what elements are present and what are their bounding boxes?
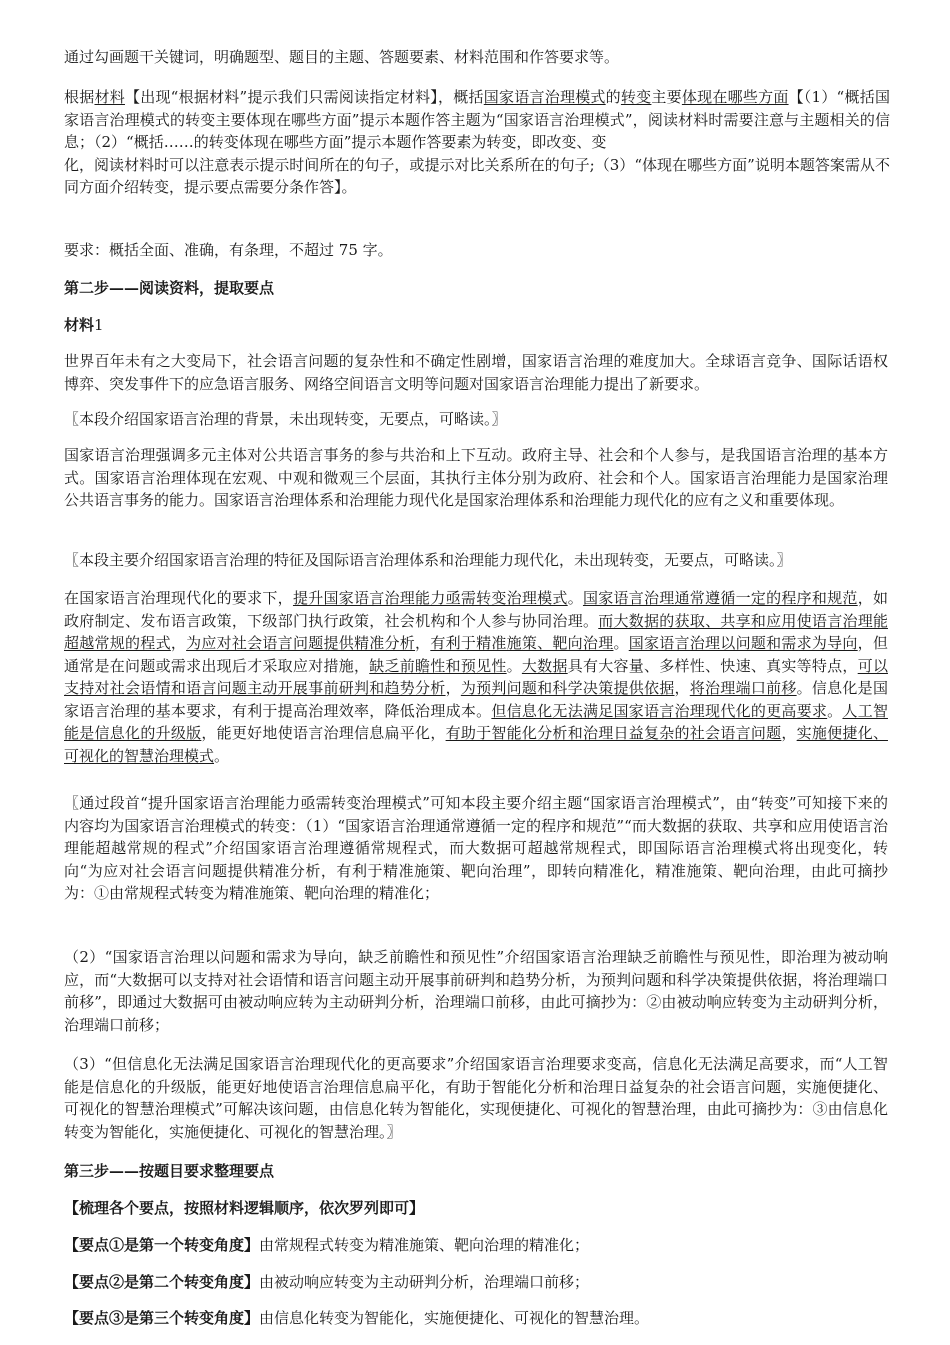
underlined-keyphrase: 提升国家语言治理能力亟需转变治理模式 — [292, 589, 568, 607]
step3-heading-text: 第三步——按题目要求整理要点 — [64, 1162, 275, 1180]
underlined-keyphrase: 为应对社会语言问题提供精准分析 — [186, 634, 416, 652]
question-analysis-paragraph — [64, 86, 890, 199]
paragraph-text: ， — [170, 634, 187, 652]
analysis-text: 【（1）“概括国家语言治理模式的转变主要体现在哪些方面”提示本题作答主题为“国家语言治理模式”，阅读材料时需要注意与主题相关的信息；（2）“概括……的转变体现在哪些方面”提示本题作答要素为转变，即改变、变 — [64, 88, 890, 151]
step3-instruction — [64, 1197, 424, 1220]
step2-heading-text: 第二步——阅读资料，提取要点 — [64, 279, 275, 297]
material-paragraph-3 — [64, 587, 888, 767]
keyword-theme: 国家语言治理模式 — [483, 88, 606, 106]
step3-heading — [64, 1160, 274, 1183]
paragraph-text: ，如政府制定、发布语言政策，下级部门执行政策，社会机构和个人参与协同治理。 — [64, 589, 888, 630]
paragraph-text: 具有大容量、多样性、快速、真实等特点， — [567, 656, 858, 675]
underlined-keyphrase: 将治理端口前移 — [689, 679, 797, 697]
paragraph-text: 。 — [827, 701, 843, 720]
step2-heading — [64, 277, 274, 300]
material-number: 1 — [94, 316, 104, 334]
material-label — [64, 314, 104, 337]
annotation-1 — [64, 408, 888, 431]
key-point-label: 【要点②是第二个转变角度】 — [64, 1273, 260, 1291]
underlined-keyphrase: 可以支持对社会语情和语言问题主动开展事前研判和趋势分析 — [64, 656, 888, 697]
underlined-keyphrase: 国家语言治理以问题和需求为导向 — [628, 634, 858, 652]
key-point-label: 【要点①是第一个转变角度】 — [64, 1236, 260, 1254]
paragraph-text: 。 — [214, 746, 230, 765]
annotation-text: （3）“但信息化无法满足国家语言治理现代化的更高要求”介绍国家语言治理要求变高，信息化无法满足高要求，而“人工智能是信息化的升级版，能更好地使语言治理信息扁平化，有助于智能化分析和治理日益复杂的社会语言问题，实施便捷化、可视化的智慧治理模式”可解决该问题，由信息化转为智能化，实现便捷化、可视化的智慧治理，由此可摘抄为：③由信息化转变为智能化，实施便捷化、可视化的智慧治理。〗 — [64, 1055, 888, 1141]
keyword-aspects: 体现在哪些方面 — [681, 88, 789, 106]
underlined-keyphrase: 而大数据的获取、共享和应用使语言治理能超越常规的程式 — [64, 611, 888, 652]
paragraph-text: ， — [415, 634, 431, 652]
annotation-3a — [64, 792, 888, 905]
annotation-text: （2）“国家语言治理以问题和需求为导向，缺乏前瞻性和预见性”介绍国家语言治理缺乏前瞻性与预见性，即治理为被动响应，而“大数据可以支持对社会语情和语言问题主动开展事前研判和趋势分析，为预判问题和科学决策提供依据，将治理端口前移”，即通过大数据可由被动响应转为主动研判分析，治理端口前移，由此可摘抄为：②由被动响应转变为主动研判分析，治理端口前移； — [64, 948, 888, 1034]
key-point-1 — [64, 1234, 589, 1257]
key-point-text: 由被动响应转变为主动研判分析，治理端口前移； — [259, 1273, 590, 1291]
paragraph-text: 国家语言治理强调多元主体对公共语言事务的参与共治和上下互动。政府主导、社会和个人参与，是我国语言治理的基本方式。国家语言治理体现在宏观、中观和微观三个层面，其执行主体分别为政府、社会和个人。国家语言治理能力是国家治理公共语言事务的能力。国家语言治理体系和治理能力现代化是国家治理体系和治理能力现代化的应有之义和重要体现。 — [64, 446, 888, 509]
paragraph-text: ，但通常是在问题或需求出现后才采取应对措施， — [64, 634, 888, 675]
annotation-text: 〖通过段首“提升国家语言治理能力亟需转变治理模式”可知本段主要介绍主题“国家语言治理模式”，由“转变”可知接下来的内容均为国家语言治理模式的转变：（1）“国家语言治理通常遵循一定的程序和规范”“而大数据的获取、共享和应用使语言治理能超越常规的程式”介绍国家语言治理遵循常规程式，而大数据可超越常规程式，即国际语言治理模式将出现变化，转向“为应对社会语言问题提供精准分析，有利于精准施策、靶向治理”，即转向精准化，精准施策、靶向治理，由此可摘抄为：①由常规程式转变为精准施策、靶向治理的精准化； — [64, 794, 888, 902]
underlined-keyphrase: 但信息化无法满足国家语言治理现代化的更高要求 — [491, 701, 828, 720]
paragraph-text: 。 — [506, 656, 522, 675]
material-paragraph-1 — [64, 350, 888, 395]
requirement-paragraph — [64, 239, 888, 262]
instruction-text: 【梳理各个要点，按照材料逻辑顺序，依次罗列即可】 — [64, 1199, 425, 1217]
material-paragraph-2 — [64, 444, 888, 512]
annotation-text: 〖本段主要介绍国家语言治理的特征及国际语言治理体系和治理能力现代化，未出现转变，无要点，可略读。〗 — [64, 551, 792, 569]
underlined-keyphrase: 实施便捷化、可视化的智慧治理模式 — [64, 724, 888, 765]
keyword-material: 材料 — [94, 88, 125, 106]
underlined-keyphrase: 人工智能是信息化的升级版 — [64, 701, 888, 742]
key-point-text: 由常规程式转变为精准施策、靶向治理的精准化； — [259, 1236, 590, 1254]
paragraph-text: 世界百年未有之大变局下，社会语言问题的复杂性和不确定性剧增，国家语言治理的难度加大。全球语言竞争、国际话语权博弈、突发事件下的应急语言服务、网络空间语言文明等问题对国家语言治理能力提出了新要求。 — [64, 352, 888, 393]
analysis-text: 的 — [605, 88, 621, 106]
requirement-text: 要求：概括全面、准确，有条理，不超过 75 字。 — [64, 241, 393, 259]
keyword-change: 转变 — [620, 88, 652, 106]
intro-paragraph — [64, 46, 888, 69]
annotation-3b — [64, 946, 888, 1036]
paragraph-text: ， — [674, 679, 690, 697]
annotation-3c — [64, 1053, 888, 1143]
underlined-keyphrase: 有助于智能化分析和治理日益复杂的社会语言问题 — [445, 724, 782, 742]
paragraph-text: ， — [781, 724, 797, 742]
underlined-keyphrase: 国家语言治理通常遵循一定的程序和规范 — [582, 589, 858, 607]
paragraph-text: 。 — [567, 589, 583, 607]
paragraph-text: ，能更好地使语言治理信息扁平化， — [201, 724, 446, 742]
paragraph-text: 。 — [613, 634, 629, 652]
underlined-keyphrase: 为预判问题和科学决策提供依据 — [460, 679, 675, 697]
paragraph-text: 在国家语言治理现代化的要求下， — [64, 589, 293, 607]
annotation-2 — [64, 549, 888, 572]
key-point-3 — [64, 1307, 649, 1330]
analysis-text: 根据 — [64, 88, 95, 106]
paragraph-text: ， — [445, 679, 461, 697]
key-point-text: 由信息化转变为智能化，实施便捷化、可视化的智慧治理。 — [259, 1309, 650, 1327]
underlined-keyphrase: 缺乏前瞻性和预见性 — [369, 656, 507, 675]
key-point-2 — [64, 1271, 589, 1294]
analysis-text: 【出现“根据材料”提示我们只需阅读指定材料】，概括 — [124, 88, 484, 106]
intro-text: 通过勾画题干关键词，明确题型、题目的主题、答题要素、材料范围和作答要求等。 — [64, 48, 620, 66]
paragraph-text: 。信息化是国家语言治理的基本要求，有利于提高治理效率，降低治理成本。 — [64, 679, 888, 720]
underlined-keyphrase: 有利于精准施策、靶向治理 — [430, 634, 614, 652]
underlined-keyphrase: 大数据 — [521, 656, 568, 675]
annotation-text: 〖本段介绍国家语言治理的背景，未出现转变，无要点，可略读。〗 — [64, 410, 507, 428]
material-label-text: 材料 — [64, 316, 95, 334]
key-point-label: 【要点③是第三个转变角度】 — [64, 1309, 260, 1327]
analysis-text: 化，阅读材料时可以注意表示提示时间所在的句子，或提示对比关系所在的句子;（3）“体现在哪些方面”说明本题答案需从不同方面介绍转变，提示要点需要分条作答】。 — [64, 155, 890, 196]
analysis-text: 主要 — [651, 88, 682, 106]
